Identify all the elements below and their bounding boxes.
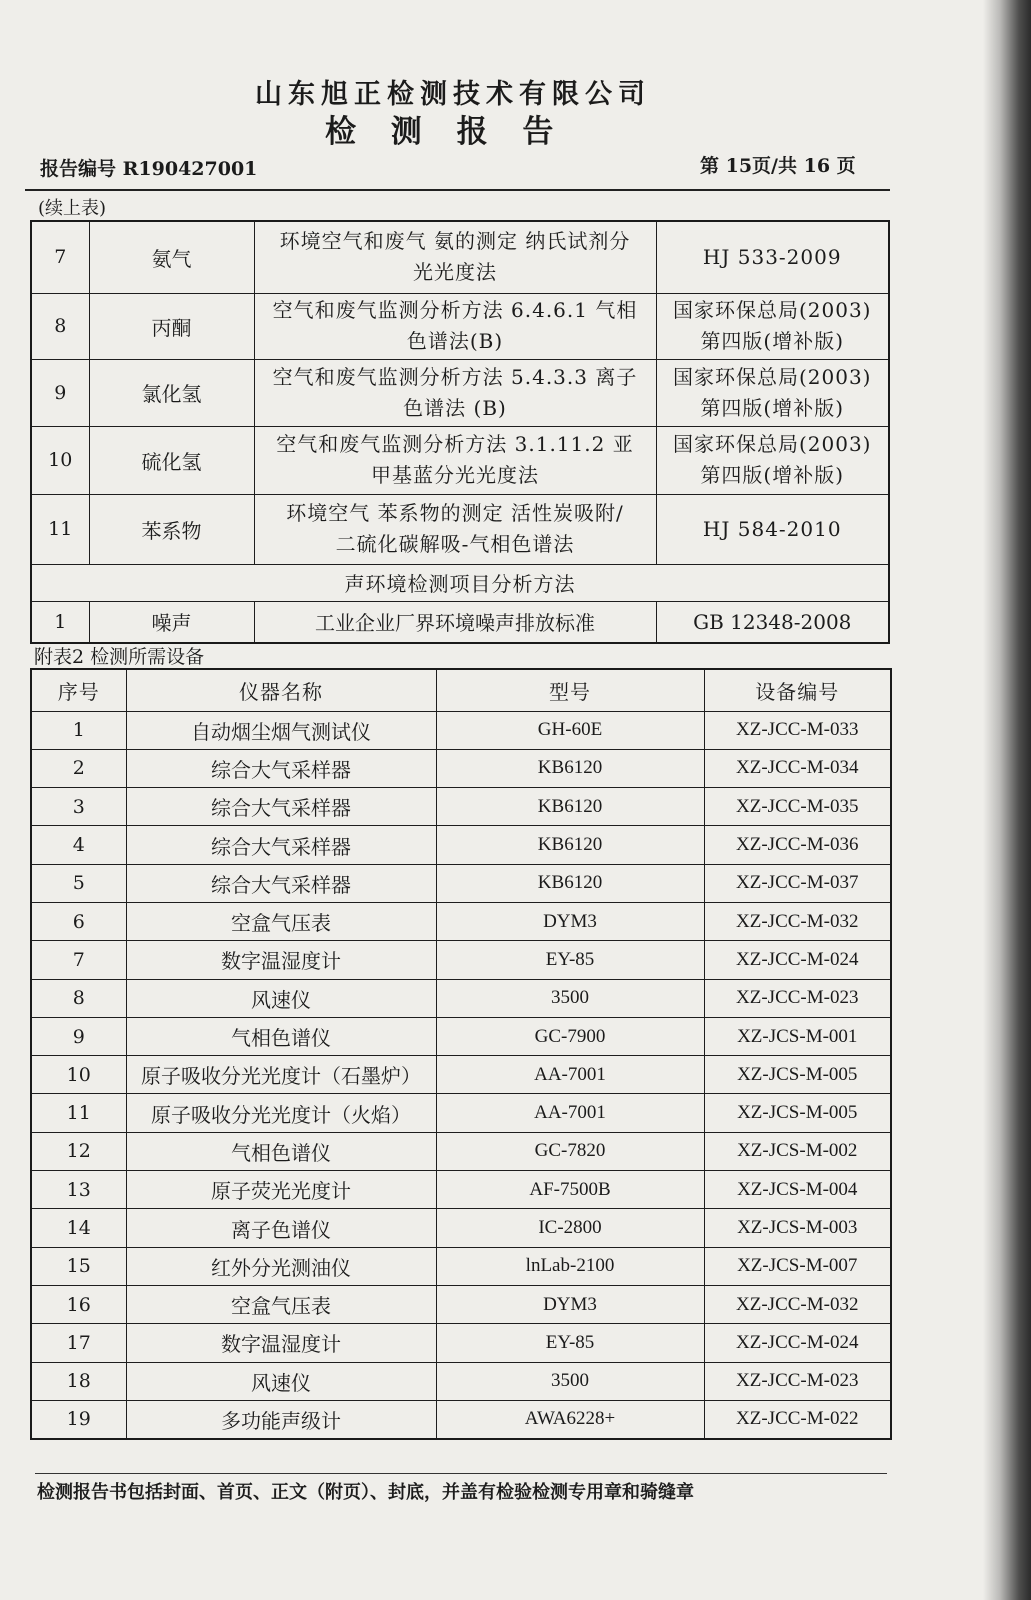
equipment-no: 8	[31, 979, 126, 1017]
method-line: 色谱法(B)	[406, 329, 504, 353]
table-row	[31, 1285, 891, 1323]
table-row	[31, 864, 891, 902]
method-row	[31, 494, 889, 564]
method-standard	[656, 426, 889, 494]
equipment-name: 风速仪	[126, 979, 436, 1017]
equipment-code: XZ-JCC-M-024	[704, 941, 891, 979]
equipment-model: GH-60E	[436, 711, 704, 749]
header-no: 序号	[31, 669, 126, 711]
table-row	[31, 1132, 891, 1170]
equipment-no: 4	[31, 826, 126, 864]
equipment-no: 12	[31, 1132, 126, 1170]
method-row	[31, 221, 889, 293]
method-item: 氯化氢	[89, 359, 254, 426]
table-header-row	[31, 669, 891, 711]
equipment-model: AA-7001	[436, 1094, 704, 1132]
method-item: 丙酮	[89, 293, 254, 359]
method-item: 噪声	[89, 601, 254, 643]
method-standard	[656, 221, 889, 293]
equipment-code: XZ-JCC-M-034	[704, 749, 891, 787]
table-row	[31, 711, 891, 749]
equipment-model: KB6120	[436, 749, 704, 787]
method-row	[31, 359, 889, 426]
standard-line: 第四版(增补版)	[700, 329, 845, 353]
equipment-no: 13	[31, 1171, 126, 1209]
method-no: 1	[31, 601, 89, 643]
equipment-no: 7	[31, 941, 126, 979]
equipment-code: XZ-JCC-M-032	[704, 1285, 891, 1323]
equipment-code: XZ-JCS-M-001	[704, 1017, 891, 1055]
equipment-model: GC-7820	[436, 1132, 704, 1170]
method-standard	[656, 359, 889, 426]
method-no: 9	[31, 359, 89, 426]
table-row	[31, 1056, 891, 1094]
table-row	[31, 1362, 891, 1400]
equipment-name: 气相色谱仪	[126, 1017, 436, 1055]
equipment-code: XZ-JCC-M-036	[704, 826, 891, 864]
method-description: 工业企业厂界环境噪声排放标准	[254, 601, 656, 643]
standard-line: 国家环保总局(2003)	[672, 432, 872, 456]
method-line: 空气和废气监测分析方法 5.4.3.3 离子	[272, 364, 638, 389]
equipment-no: 15	[31, 1247, 126, 1285]
equipment-no: 16	[31, 1285, 126, 1323]
equipment-no: 10	[31, 1056, 126, 1094]
equipment-name: 原子吸收分光光度计（石墨炉）	[126, 1056, 436, 1094]
method-no: 8	[31, 293, 89, 359]
equipment-name: 综合大气采样器	[126, 864, 436, 902]
standard-line: 第四版(增补版)	[700, 463, 845, 487]
equipment-code: XZ-JCC-M-023	[704, 1362, 891, 1400]
table-row	[31, 979, 891, 1017]
equipment-model: lnLab-2100	[436, 1247, 704, 1285]
equipment-code: XZ-JCS-M-005	[704, 1056, 891, 1094]
table-row	[31, 1209, 891, 1247]
equipment-no: 19	[31, 1400, 126, 1438]
table-row	[31, 826, 891, 864]
header-divider	[25, 189, 890, 191]
table-row	[31, 749, 891, 787]
equipment-code: XZ-JCC-M-035	[704, 788, 891, 826]
method-line: 色谱法 (B)	[403, 395, 507, 420]
footer-divider	[35, 1473, 887, 1474]
table-row	[31, 1094, 891, 1132]
equipment-no: 5	[31, 864, 126, 902]
standard-line: HJ 533-2009	[702, 244, 842, 269]
binding-shadow	[983, 0, 1031, 1600]
equipment-name: 自动烟尘烟气测试仪	[126, 711, 436, 749]
footer-note: 检测报告书包括封面、首页、正文（附页）、封底，并盖有检验检测专用章和骑缝章	[37, 1482, 694, 1503]
method-description	[254, 293, 656, 359]
standard-line: 国家环保总局(2003)	[672, 298, 872, 322]
equipment-no: 14	[31, 1209, 126, 1247]
section-row	[31, 564, 889, 601]
equipment-model: 3500	[436, 979, 704, 1017]
equipment-no: 9	[31, 1017, 126, 1055]
equipment-model: EY-85	[436, 941, 704, 979]
standard-line: 国家环保总局(2003)	[672, 364, 872, 389]
equipment-code: XZ-JCS-M-005	[704, 1094, 891, 1132]
equipment-name: 空盒气压表	[126, 1285, 436, 1323]
method-description	[254, 221, 656, 293]
equipment-table-caption: 附表2 检测所需设备	[34, 646, 205, 668]
method-line: 空气和废气监测分析方法 6.4.6.1 气相	[272, 298, 638, 322]
equipment-no: 2	[31, 749, 126, 787]
method-description	[254, 494, 656, 564]
equipment-code: XZ-JCS-M-003	[704, 1209, 891, 1247]
table-row	[31, 1171, 891, 1209]
equipment-code: XZ-JCS-M-002	[704, 1132, 891, 1170]
method-standard	[656, 293, 889, 359]
equipment-model: 3500	[436, 1362, 704, 1400]
method-line: 甲基蓝分光光度法	[371, 463, 539, 487]
method-line: 二硫化碳解吸-气相色谱法	[335, 532, 575, 556]
table-row	[31, 1324, 891, 1362]
method-item: 硫化氢	[89, 426, 254, 494]
table-row	[31, 941, 891, 979]
equipment-name: 离子色谱仪	[126, 1209, 436, 1247]
equipment-code: XZ-JCS-M-007	[704, 1247, 891, 1285]
equipment-code: XZ-JCC-M-023	[704, 979, 891, 1017]
equipment-code: XZ-JCC-M-037	[704, 864, 891, 902]
method-line: 环境空气和废气 氨的测定 纳氏试剂分	[279, 229, 631, 254]
page-number: 第 15页/共 16 页	[700, 155, 856, 177]
method-line: 空气和废气监测分析方法 3.1.11.2 亚	[276, 432, 634, 456]
method-no: 7	[31, 221, 89, 293]
header-code: 设备编号	[704, 669, 891, 711]
equipment-name: 红外分光测油仪	[126, 1247, 436, 1285]
equipment-model: KB6120	[436, 864, 704, 902]
method-description	[254, 359, 656, 426]
table-row	[31, 788, 891, 826]
equipment-name: 原子荧光光度计	[126, 1171, 436, 1209]
equipment-model: KB6120	[436, 826, 704, 864]
report-number: 报告编号 R190427001	[40, 158, 258, 180]
equipment-name: 风速仪	[126, 1362, 436, 1400]
standard-line: 第四版(增补版)	[700, 395, 845, 420]
table-row	[31, 1017, 891, 1055]
equipment-code: XZ-JCC-M-033	[704, 711, 891, 749]
equipment-model: IC-2800	[436, 1209, 704, 1247]
equipment-no: 17	[31, 1324, 126, 1362]
equipment-no: 18	[31, 1362, 126, 1400]
method-row	[31, 293, 889, 359]
equipment-name: 数字温湿度计	[126, 941, 436, 979]
method-item: 苯系物	[89, 494, 254, 564]
continued-label: (续上表)	[38, 198, 107, 219]
method-line: 光光度法	[413, 260, 497, 285]
equipment-code: XZ-JCC-M-024	[704, 1324, 891, 1362]
method-row	[31, 601, 889, 643]
methods-table	[30, 220, 890, 644]
equipment-no: 1	[31, 711, 126, 749]
equipment-code: XZ-JCC-M-022	[704, 1400, 891, 1438]
report-title: 检 测 报 告	[325, 114, 566, 150]
equipment-code: XZ-JCC-M-032	[704, 902, 891, 940]
equipment-model: AA-7001	[436, 1056, 704, 1094]
equipment-name: 数字温湿度计	[126, 1324, 436, 1362]
standard-line: HJ 584-2010	[702, 516, 842, 541]
company-name: 山东旭正检测技术有限公司	[255, 79, 651, 110]
equipment-no: 11	[31, 1094, 126, 1132]
method-no: 11	[31, 494, 89, 564]
header-model: 型号	[436, 669, 704, 711]
equipment-name: 综合大气采样器	[126, 749, 436, 787]
header-name: 仪器名称	[126, 669, 436, 711]
equipment-name: 空盒气压表	[126, 902, 436, 940]
table-row	[31, 1400, 891, 1438]
equipment-model: DYM3	[436, 902, 704, 940]
method-standard	[656, 494, 889, 564]
equipment-code: XZ-JCS-M-004	[704, 1171, 891, 1209]
equipment-table	[30, 668, 892, 1440]
equipment-name: 气相色谱仪	[126, 1132, 436, 1170]
method-no: 10	[31, 426, 89, 494]
equipment-model: DYM3	[436, 1285, 704, 1323]
method-row	[31, 426, 889, 494]
method-item: 氨气	[89, 221, 254, 293]
section-title: 声环境检测项目分析方法	[31, 564, 889, 601]
method-description	[254, 426, 656, 494]
equipment-name: 综合大气采样器	[126, 788, 436, 826]
equipment-model: EY-85	[436, 1324, 704, 1362]
table-row	[31, 1247, 891, 1285]
method-standard: GB 12348-2008	[656, 601, 889, 643]
equipment-name: 原子吸收分光光度计（火焰）	[126, 1094, 436, 1132]
equipment-model: AF-7500B	[436, 1171, 704, 1209]
equipment-no: 3	[31, 788, 126, 826]
equipment-name: 多功能声级计	[126, 1400, 436, 1438]
table-row	[31, 902, 891, 940]
equipment-name: 综合大气采样器	[126, 826, 436, 864]
method-line: 环境空气 苯系物的测定 活性炭吸附/	[286, 501, 624, 525]
equipment-model: AWA6228+	[436, 1400, 704, 1438]
equipment-model: KB6120	[436, 788, 704, 826]
equipment-no: 6	[31, 902, 126, 940]
equipment-model: GC-7900	[436, 1017, 704, 1055]
